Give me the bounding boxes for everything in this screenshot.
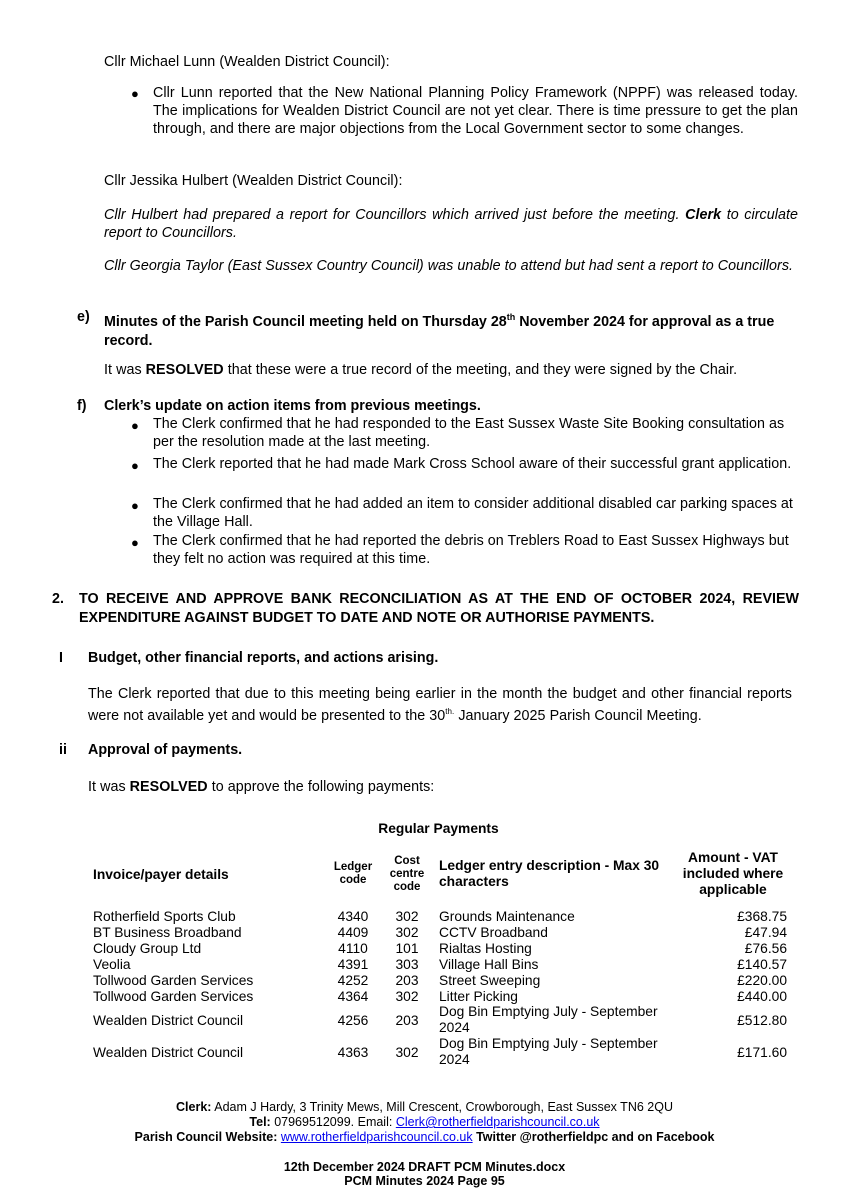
item-e-resolved: RESOLVED xyxy=(145,362,224,378)
item-f-title: Clerk’s update on action items from previous meetings. xyxy=(104,398,481,414)
section2-title: TO RECEIVE AND APPROVE BANK RECONCILIATION AS AT THE END OF OCTOBER 2024, REVIEW EXPENDITURE AGAINST BUDGET TO DATE AND NOTE OR AUTHORISE PAYMENTS. xyxy=(79,591,799,626)
sub-ii-text-a: It was xyxy=(88,779,130,795)
item-f-bullet-3: The Clerk confirmed that he had added an item to consider additional disabled car parking spaces at the Village Hall. xyxy=(153,496,793,530)
payments-title: Regular Payments xyxy=(378,821,499,836)
cell-amount: £440.00 xyxy=(737,988,787,1004)
footer-email-link[interactable]: Clerk@rotherfieldparishcouncil.co.uk xyxy=(395,1115,600,1129)
footer-clerk-address: Adam J Hardy, 3 Trinity Mews, Mill Crescent, Crowborough, East Sussex TN6 2QU xyxy=(211,1100,673,1114)
footer-website-link[interactable]: www.rotherfieldparishcouncil.co.uk xyxy=(280,1130,473,1144)
payments-table xyxy=(90,840,790,1068)
footer-tel-label: Tel: xyxy=(249,1115,271,1129)
cell-cost: 101 xyxy=(395,940,419,956)
cell-cost: 302 xyxy=(395,988,419,1004)
item-e-text-b: that these were a true record of the meeting, and they were signed by the Chair. xyxy=(223,362,738,378)
bullet-icon: ● xyxy=(131,418,139,433)
cell-ledger: 4256 xyxy=(337,1012,369,1028)
cell-amount: £47.94 xyxy=(744,924,787,940)
footer-doc-name: 12th December 2024 DRAFT PCM Minutes.docx xyxy=(283,1160,566,1174)
cell-amount: £512.80 xyxy=(737,1012,787,1028)
sub-i-text-b: January 2025 Parish Council Meeting. xyxy=(454,707,702,724)
hulbert-clerk: Clerk xyxy=(685,207,722,223)
cell-desc: Street Sweeping xyxy=(439,972,541,988)
footer-website xyxy=(0,1130,849,1145)
cell-amount: £140.57 xyxy=(737,956,787,972)
cell-desc: Litter Picking xyxy=(439,988,518,1004)
cell-cost: 203 xyxy=(395,972,419,988)
sub-ii-resolved: RESOLVED xyxy=(129,779,208,795)
header-cost: Cost centre code xyxy=(389,854,425,893)
item-f-bullet-1: The Clerk confirmed that he had responded to the East Sussex Waste Site Booking consultation as per the resolution made at the last meeting. xyxy=(153,416,785,450)
cell-cost: 302 xyxy=(395,1044,419,1060)
cell-payer: Wealden District Council xyxy=(93,1012,244,1028)
cell-desc: Village Hall Bins xyxy=(439,956,539,972)
hulbert-text xyxy=(104,206,798,242)
item-e-label: e) xyxy=(77,309,90,325)
footer-clerk xyxy=(0,1100,849,1115)
item-e-title xyxy=(104,308,800,351)
cell-payer: BT Business Broadband xyxy=(93,924,242,940)
sub-ii-title: Approval of payments. xyxy=(88,742,243,758)
item-f-title-text: Clerk’s update on action items from previous meetings xyxy=(104,398,477,414)
sub-i-text-a: The Clerk reported that due to this meeting being earlier in the month the budget and other financial reports were not available yet and would be presented to the 30 xyxy=(88,686,792,724)
sub-i-title: Budget, other financial reports, and actions arising. xyxy=(88,650,439,666)
cell-desc: Dog Bin Emptying July - September 2024 xyxy=(439,1004,658,1035)
item-f-bullet-4: The Clerk confirmed that he had reported the debris on Treblers Road to East Sussex Highways but they felt no action was required at this time. xyxy=(153,533,789,567)
sub-ii-text-b: to approve the following payments: xyxy=(207,779,435,795)
cell-amount: £171.60 xyxy=(737,1044,787,1060)
cell-cost: 203 xyxy=(395,1012,419,1028)
item-e-text-a: It was xyxy=(104,362,146,378)
footer-contact xyxy=(0,1115,849,1130)
table-row xyxy=(90,1036,790,1068)
table-row xyxy=(90,972,790,988)
lunn-heading: Cllr Michael Lunn (Wealden District Council): xyxy=(104,54,390,70)
cell-ledger: 4364 xyxy=(337,988,369,1004)
table-row xyxy=(90,924,790,940)
table-row xyxy=(90,940,790,956)
sub-i-sup: th. xyxy=(445,707,455,716)
bullet-icon: ● xyxy=(131,535,139,550)
footer-tel-text: 07969512099. Email: xyxy=(270,1115,396,1129)
cell-ledger: 4252 xyxy=(337,972,369,988)
hulbert-text-b: to circulate report to Councillors. xyxy=(104,207,798,241)
item-f-label: f) xyxy=(77,398,87,414)
item-e-title-a: Minutes of the Parish Council meeting held on Thursday 28 xyxy=(104,313,507,330)
taylor-text: Cllr Georgia Taylor (East Sussex Country Council) was unable to attend but had sent a report to Councillors. xyxy=(104,258,794,274)
hulbert-heading: Cllr Jessika Hulbert (Wealden District Council): xyxy=(104,173,403,189)
header-ledger: Ledger code xyxy=(333,861,373,886)
section2-number: 2. xyxy=(52,591,64,607)
cell-payer: Cloudy Group Ltd xyxy=(93,940,202,956)
table-row xyxy=(90,956,790,972)
cell-ledger: 4391 xyxy=(337,956,369,972)
item-e-text xyxy=(104,361,804,379)
cell-payer: Veolia xyxy=(93,956,131,972)
footer-website-label: Parish Council Website: xyxy=(134,1130,281,1144)
cell-desc: CCTV Broadband xyxy=(439,924,548,940)
cell-cost: 302 xyxy=(395,908,419,924)
table-row xyxy=(90,988,790,1004)
cell-payer: Tollwood Garden Services xyxy=(93,988,254,1004)
cell-ledger: 4110 xyxy=(338,940,368,956)
item-f-bullet-2: The Clerk reported that he had made Mark Cross School aware of their successful grant application. xyxy=(153,456,792,472)
header-payer: Invoice/payer details xyxy=(93,866,229,882)
cell-cost: 302 xyxy=(395,924,419,940)
payments-header-row xyxy=(90,840,790,908)
footer-page: PCM Minutes 2024 Page 95 xyxy=(344,1174,505,1188)
cell-amount: £76.56 xyxy=(744,940,787,956)
lunn-bullet-text: Cllr Lunn reported that the New National Planning Policy Framework (NPPF) was released today. The implications for Wealden District Council are not yet clear. There is time pressure to get the plan through, and there are major objections from the Local Government sector to some changes. xyxy=(153,85,798,137)
cell-ledger: 4363 xyxy=(337,1044,369,1060)
cell-payer: Rotherfield Sports Club xyxy=(93,908,236,924)
cell-payer: Wealden District Council xyxy=(93,1044,244,1060)
footer-social: Twitter @rotherfieldpc and on Facebook xyxy=(472,1130,715,1144)
sub-i-label: I xyxy=(59,650,63,666)
header-amount: Amount - VAT included where applicable xyxy=(682,850,784,897)
table-row xyxy=(90,908,790,924)
cell-ledger: 4340 xyxy=(337,908,369,924)
sub-i-text xyxy=(88,685,792,725)
bullet-icon: ● xyxy=(131,86,139,101)
cell-desc: Dog Bin Emptying July - September 2024 xyxy=(439,1036,658,1067)
footer-clerk-label: Clerk: xyxy=(176,1100,212,1114)
cell-ledger: 4409 xyxy=(337,924,369,940)
cell-payer: Tollwood Garden Services xyxy=(93,972,254,988)
hulbert-text-a: Cllr Hulbert had prepared a report for Councillors which arrived just before the meeting. xyxy=(104,207,686,223)
cell-amount: £220.00 xyxy=(737,972,787,988)
item-e-sup: th xyxy=(506,312,516,322)
table-row xyxy=(90,1004,790,1036)
sub-ii-text xyxy=(88,778,434,796)
bullet-icon: ● xyxy=(131,458,139,473)
cell-desc: Grounds Maintenance xyxy=(439,908,575,924)
item-e-title-b: November 2024 for approval as a true record. xyxy=(104,313,775,349)
sub-ii-label: ii xyxy=(59,742,67,758)
header-desc: Ledger entry description - Max 30 characters xyxy=(439,858,660,889)
cell-amount: £368.75 xyxy=(737,908,787,924)
cell-desc: Rialtas Hosting xyxy=(439,940,532,956)
cell-cost: 303 xyxy=(395,956,419,972)
bullet-icon: ● xyxy=(131,498,139,513)
